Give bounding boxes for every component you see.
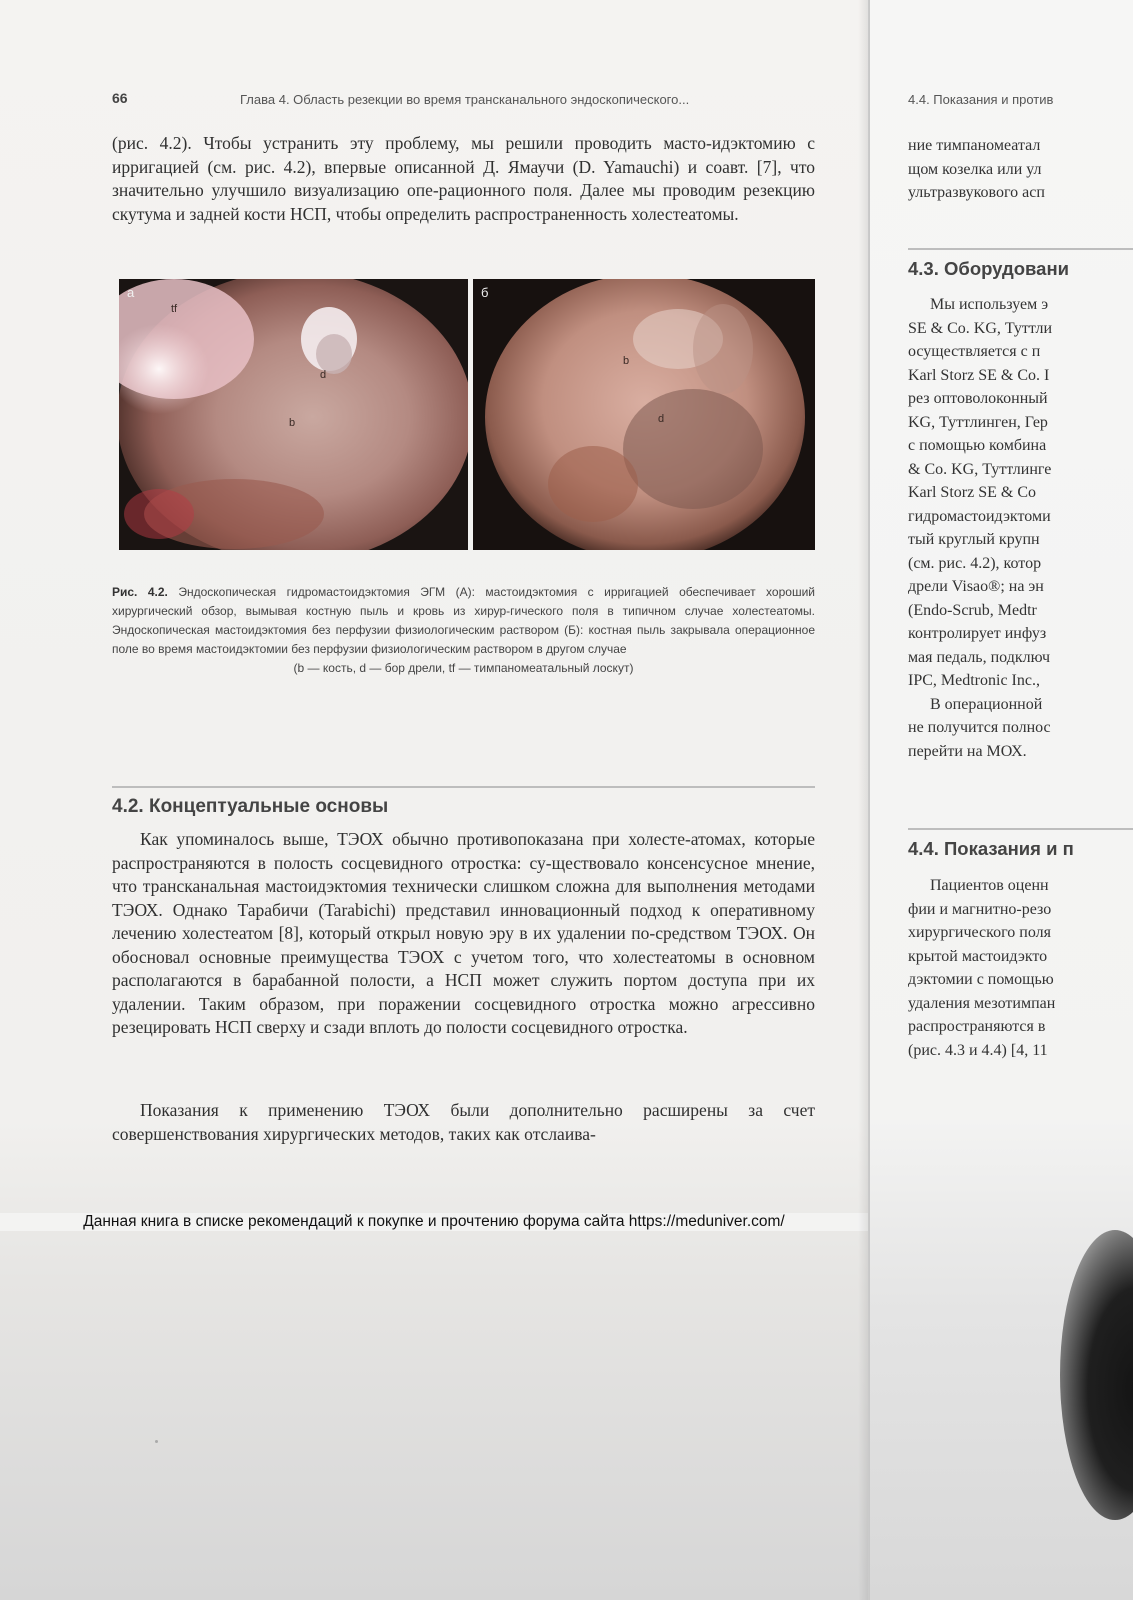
section-heading-4-3: 4.3. Оборудовани <box>908 258 1070 279</box>
watermark-banner: Данная книга в списке рекомендаций к покупке и прочтению форума сайта https://meduniver.com/ <box>0 1213 868 1231</box>
right-43-line: Karl Storz SE & Co. I <box>908 366 1050 384</box>
right-43-line: (см. рис. 4.2), котор <box>908 554 1042 572</box>
right-44-line: фии и магнитно-резо <box>908 900 1052 918</box>
right-43-line: гидромастоидэктоми <box>908 507 1051 525</box>
right-43-line: перейти на МОХ. <box>908 742 1027 760</box>
right-section-43-text <box>908 293 1052 763</box>
right-intro-line: ультразвукового асп <box>908 184 1045 201</box>
caption-legend: (b — кость, d — бор дрели, tf — тимпаномеатальный лоскут) <box>293 661 634 675</box>
section-heading-4-4: 4.4. Показания и п <box>908 838 1074 859</box>
paragraph-concepts: Как упоминалось выше, ТЭОХ обычно противопоказана при холесте-атомах, которые распространяются в полость сосцевидного отростка: су-ществовало консенсусное мнение, что трансканальная мастоидэктомия технически слишком сложна для выполнения методами ТЭОХ. Однако Тарабичи (Tarabichi) представил инновационный подход к оперативному лечению холестеатом [8], который открыл новую эру в их удалении по-средством ТЭОХ. Он обосновал основные преимущества ТЭОХ с учетом того, что холестеатомы в основном располагаются в барабанной полости, а НСП может служить портом доступа при их удалении. Таким образом, при поражении сосцевидного отростка можно агрессивно резецировать НСП сверху и сзади вплоть до полости сосцевидного отростка. <box>112 829 815 1037</box>
right-43-line: & Co. KG, Туттлинге <box>908 460 1052 478</box>
right-43-line: SE & Co. KG, Туттли <box>908 319 1053 337</box>
label-b: b <box>289 417 296 429</box>
right-44-line: Пациентов оценн <box>930 877 1049 894</box>
right-44-line: крытой мастоидэкто <box>908 947 1048 965</box>
label-b-panel-b: b <box>623 355 630 367</box>
right-43-line: Karl Storz SE & Co <box>908 484 1036 501</box>
right-43-line: рез оптоволоконный <box>908 390 1048 407</box>
right-43-line: дрели Visao®; на эн <box>908 578 1044 595</box>
right-43-line: не получится полнос <box>908 719 1051 736</box>
section-heading-4-2: 4.2. Концептуальные основы <box>112 796 389 817</box>
figure-caption <box>112 583 815 678</box>
right-44-line: (рис. 4.3 и 4.4) [4, 11 <box>908 1041 1048 1059</box>
caption-text: Эндоскопическая гидромастоидэктомия ЭГМ (А): мастоидэктомия с ирригацией обеспечивает хороший хирургический обзор, вымывая костную пыль и кровь из хирур-гического поля в типичном случае холестеатомы. Эндоскопическая мастоидэктомия без перфузии физиологическим раствором (Б): костная пыль закрывала операционное поле во время мастоидэктомии без перфузии физиологическим раствором в другом случае <box>112 585 815 656</box>
right-intro-line: щом козелка или ул <box>908 160 1042 178</box>
label-d: d <box>320 369 327 381</box>
page-number: 66 <box>112 90 128 106</box>
right-running-head: 4.4. Показания и против <box>908 92 1054 107</box>
panel-letter-b: б <box>481 285 489 300</box>
right-43-line: осуществляется с п <box>908 343 1041 360</box>
right-intro-text <box>908 134 1045 205</box>
right-43-line: В операционной <box>930 695 1043 713</box>
right-44-line: распространяются в <box>908 1018 1046 1035</box>
label-tf: tf <box>171 303 178 315</box>
right-43-line: мая педаль, подключ <box>908 648 1050 666</box>
right-43-line: KG, Туттлинген, Гер <box>908 413 1048 431</box>
right-43-line: тый круглый крупн <box>908 531 1040 548</box>
margin-speck <box>155 1440 158 1443</box>
right-43-line: IPC, Medtronic Inc., <box>908 672 1040 689</box>
panel-letter-a: а <box>127 285 135 300</box>
running-head: Глава 4. Область резекции во время трансканального эндоскопического... <box>240 92 690 107</box>
right-43-line: Мы используем э <box>930 296 1049 313</box>
paragraph-indications: Показания к применению ТЭОХ были дополнительно расширены за счет совершенствования хирургических методов, таких как отслаива- <box>112 1100 815 1144</box>
right-43-line: контролирует инфуз <box>908 625 1047 642</box>
right-43-line: (Endo-Scrub, Medtr <box>908 601 1037 619</box>
right-44-line: хирургического поля <box>908 924 1051 941</box>
endoscopic-image-a <box>119 279 468 550</box>
right-section-44-text <box>908 874 1055 1062</box>
paragraph-intro: (рис. 4.2). Чтобы устранить эту проблему, мы решили проводить масто-идэктомию с ирригацией (см. рис. 4.2), впервые описанной Д. Ямаучи (D. Yamauchi) и соавт. [7], что значительно улучшило визуализацию опе-рационного поля. Далее мы проводим резекцию скутума и задней кости НСП, чтобы определить распространенность холестеатомы. <box>112 133 815 224</box>
right-43-line: с помощью комбина <box>908 437 1047 454</box>
endoscopic-image-b <box>473 279 815 550</box>
right-44-line: удаления мезотимпан <box>908 994 1056 1012</box>
right-divider-43 <box>908 248 1133 250</box>
right-divider-44 <box>908 828 1133 830</box>
right-intro-line: ние тимпаномеатал <box>908 137 1041 154</box>
caption-lead: Рис. 4.2. <box>112 585 168 599</box>
section-divider <box>112 786 815 788</box>
figure-4-2 <box>119 279 815 550</box>
right-44-line: дэктомии с помощью <box>908 971 1054 988</box>
label-d-panel-b: d <box>658 413 665 425</box>
